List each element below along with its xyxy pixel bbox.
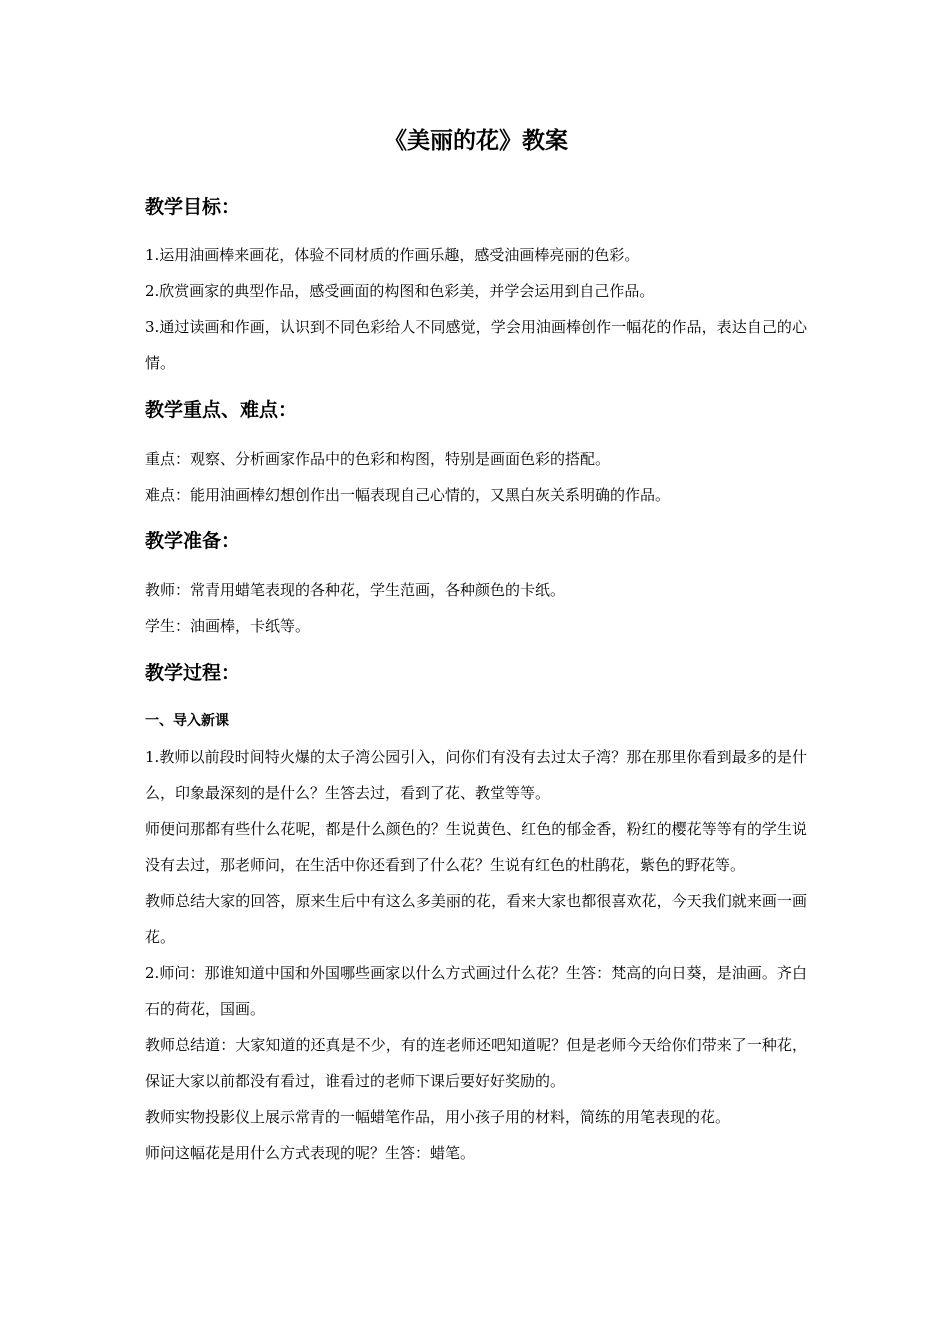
goal-item-3: 3.通过读画和作画，认识到不同色彩给人不同感觉，学会用油画棒创作一幅花的作品，表达自己的心情。 (145, 318, 807, 372)
goal-item-1: 1.运用油画棒来画花，体验不同材质的作画乐趣，感受油画棒亮丽的色彩。 (145, 246, 640, 264)
goal-item-2: 2.欣赏画家的典型作品，感受画面的构图和色彩美，并学会运用到自己作品。 (145, 282, 655, 300)
heading-key-points: 教学重点、难点： (145, 399, 298, 421)
preparation-item-student: 学生：油画棒，卡纸等。 (145, 617, 311, 635)
process-paragraph-7: 师问这幅花是用什么方式表现的呢？生答：蜡笔。 (145, 1144, 476, 1162)
subheading-intro: 一、导入新课 (145, 713, 229, 729)
process-paragraph-6: 教师实物投影仪上展示常青的一幅蜡笔作品，用小孩子用的材料，简练的用笔表现的花。 (145, 1108, 731, 1126)
heading-preparation: 教学准备： (145, 530, 241, 552)
key-point-item-2: 难点：能用油画棒幻想创作出一幅表现自己心情的，又黑白灰关系明确的作品。 (145, 486, 671, 504)
key-point-item-1: 重点：观察、分析画家作品中的色彩和构图，特别是画面色彩的搭配。 (145, 450, 611, 468)
teaching-goals-list (145, 237, 807, 381)
document-title: 《美丽的花》教案 (384, 128, 568, 154)
key-points-list (145, 441, 807, 513)
process-paragraph-4: 2.师问：那谁知道中国和外国哪些画家以什么方式画过什么花？生答：梵高的向日葵，是油画。齐白石的荷花，国画。 (145, 964, 807, 1018)
preparation-item-teacher: 教师：常青用蜡笔表现的各种花，学生范画，各种颜色的卡纸。 (145, 581, 566, 599)
process-paragraph-3: 教师总结大家的回答，原来生后中有这么多美丽的花，看来大家也都很喜欢花，今天我们就来画一画花。 (145, 892, 807, 946)
process-paragraph-1: 1.教师以前段时间特火爆的太子湾公园引入，问你们有没有去过太子湾？那在那里你看到最多的是什么，印象最深刻的是什么？生答去过，看到了花、教堂等等。 (145, 748, 807, 802)
preparation-list (145, 572, 807, 644)
heading-teaching-process: 教学过程： (145, 662, 241, 684)
process-paragraph-2: 师便问那都有些什么花呢，都是什么颜色的？生说黄色、红色的郁金香，粉红的樱花等等有的学生说没有去过，那老师问，在生活中你还看到了什么花？生说有红色的杜鹃花，紫色的野花等。 (145, 820, 807, 874)
process-paragraphs (145, 739, 807, 1171)
heading-teaching-goals: 教学目标： (145, 196, 241, 218)
process-paragraph-5: 教师总结道：大家知道的还真是不少，有的连老师还吧知道呢？但是老师今天给你们带来了一种花，保证大家以前都没有看过，谁看过的老师下课后要好好奖励的。 (145, 1036, 807, 1090)
